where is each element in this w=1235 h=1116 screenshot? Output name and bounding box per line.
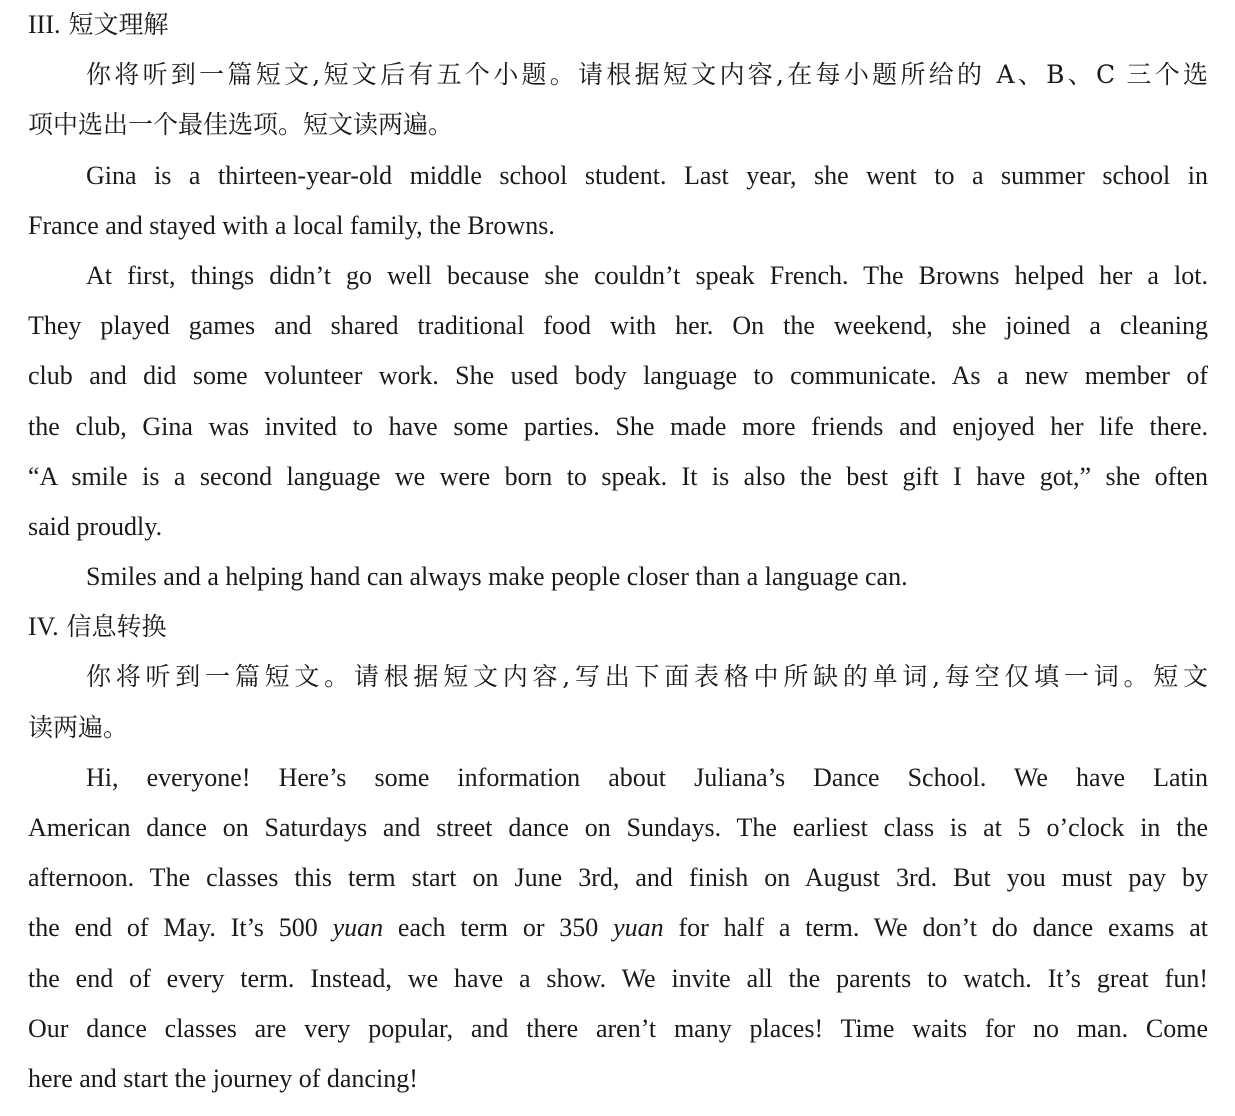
passage-line: the club, Gina was invited to have some parties. She made more friends and enjoyed her life there.	[28, 411, 1208, 441]
document-page	[28, 0, 1208, 1104]
passage-line: club and did some volunteer work. She used body language to communicate. As a new member of	[28, 361, 1208, 391]
passage-line: They played games and shared traditional food with her. On the weekend, she joined a cleaning	[28, 311, 1208, 341]
section-4-instruction-line: 读两遍。	[28, 712, 129, 742]
passage-line: France and stayed with a local family, the Browns.	[28, 210, 555, 240]
section-3-number: III.	[28, 10, 61, 39]
passage-line: Our dance classes are very popular, and there aren’t many places! Time waits for no man. Come	[28, 1013, 1208, 1043]
passage-line: said proudly.	[28, 511, 163, 541]
section-4-instruction-line: 你将听到一篇短文。请根据短文内容,写出下面表格中所缺的单词,每空仅填一词。短文	[86, 662, 1208, 692]
text-run: the end of May. It’s 500	[28, 913, 333, 943]
text-run: for half a term. We don’t do dance exams at	[663, 913, 1209, 943]
section-3-instruction-line: 你将听到一篇短文,短文后有五个小题。请根据短文内容,在每小题所给的 A、B、C 三个选	[86, 60, 1208, 90]
section-4-title: 信息转换	[66, 612, 167, 642]
section-3-heading	[28, 0, 1208, 50]
passage-line: “A smile is a second language we were born to speak. It is also the best gift I have got,” she often	[28, 461, 1208, 491]
passage-line: Hi, everyone! Here’s some information about Juliana’s Dance School. We have Latin	[86, 762, 1208, 792]
section-3-title: 短文理解	[68, 10, 169, 39]
passage-line: the end of every term. Instead, we have a show. We invite all the parents to watch. It’s great fun!	[28, 963, 1208, 993]
passage-line: American dance on Saturdays and street dance on Sundays. The earliest class is at 5 o’clock in the	[28, 813, 1208, 842]
passage-line: here and start the journey of dancing!	[28, 1063, 418, 1093]
section-4-heading	[28, 602, 1208, 652]
passage-line-with-italics	[28, 903, 1208, 953]
italic-text-run: yuan	[613, 913, 664, 943]
passage-line: Gina is a thirteen-year-old middle school student. Last year, she went to a summer school in	[86, 160, 1208, 190]
section-4-number: IV.	[28, 612, 59, 642]
text-run: each term or 350	[383, 913, 614, 943]
italic-text-run: yuan	[332, 913, 384, 943]
passage-line: Smiles and a helping hand can always make people closer than a language can.	[86, 562, 908, 592]
section-3-instruction-line: 项中选出一个最佳选项。短文读两遍。	[28, 110, 454, 140]
passage-line: afternoon. The classes this term start on June 3rd, and finish on August 3rd. But you must pay by	[28, 863, 1208, 893]
passage-line: At first, things didn’t go well because she couldn’t speak French. The Browns helped her a lot.	[86, 260, 1208, 290]
